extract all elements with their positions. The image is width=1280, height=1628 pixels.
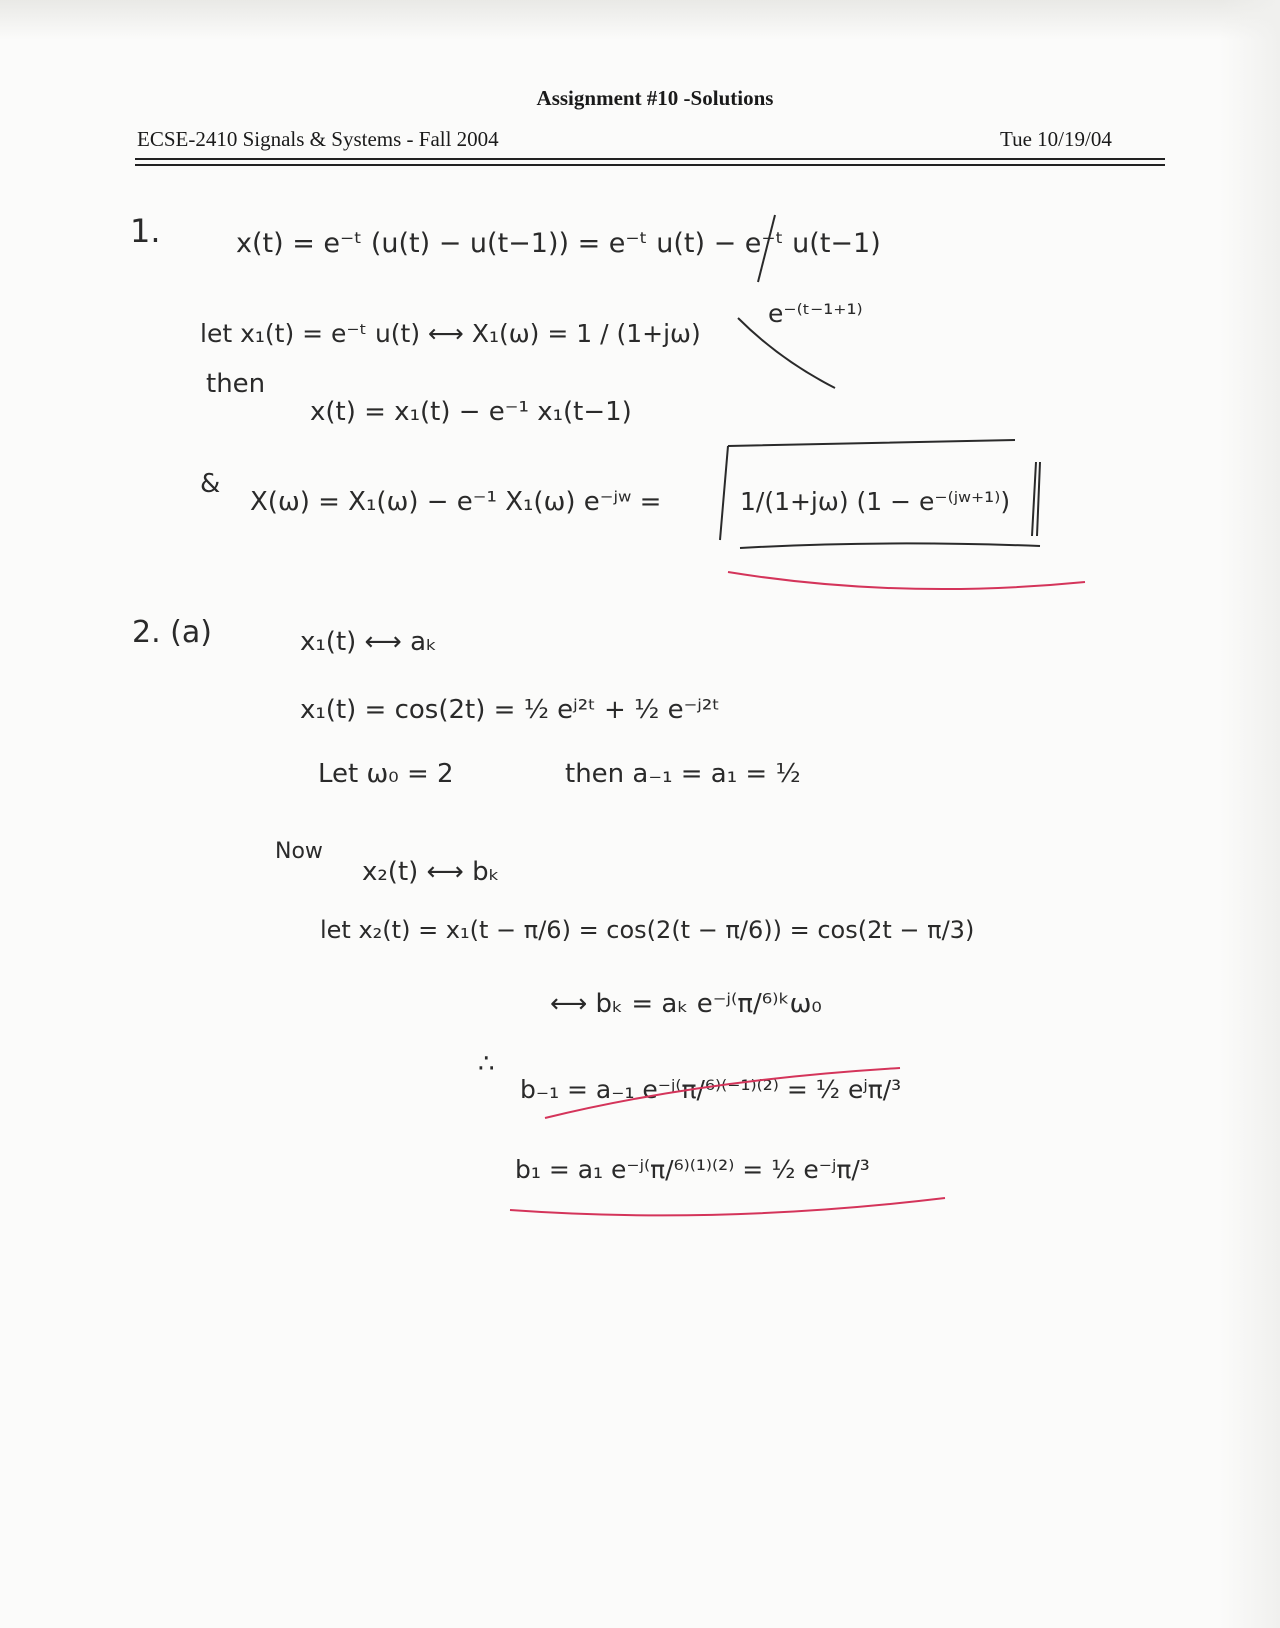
- answer-underline: [740, 543, 1040, 548]
- red-underline-3: [510, 1198, 945, 1215]
- problem1-transform-line: X(ω) = X₁(ω) − e⁻¹ X₁(ω) e⁻ʲʷ =: [250, 487, 662, 517]
- problem2-pair1: x₁(t) ⟷ aₖ: [300, 627, 438, 657]
- problem1-then-line: x(t) = x₁(t) − e⁻¹ x₁(t−1): [310, 397, 632, 427]
- course-name: ECSE-2410 Signals & Systems - Fall 2004: [137, 127, 499, 151]
- therefore-symbol: ∴: [478, 1049, 495, 1079]
- problem2-then-coeffs: then a₋₁ = a₁ = ½: [565, 759, 801, 789]
- problem2-b-plus1: b₁ = a₁ e⁻ʲ⁽π/⁶⁾⁽¹⁾⁽²⁾ = ½ e⁻ʲπ/³: [515, 1155, 870, 1184]
- problem2-b-minus1: b₋₁ = a₋₁ e⁻ʲ⁽π/⁶⁾⁽⁻¹⁾⁽²⁾ = ½ eʲπ/³: [520, 1075, 902, 1104]
- document-date: Tue 10/19/04: [1000, 127, 1112, 151]
- problem2-cos-equation: x₁(t) = cos(2t) = ½ eʲ²ᵗ + ½ e⁻ʲ²ᵗ: [300, 695, 720, 725]
- annotation-arrow: [738, 318, 835, 388]
- problem1-equation: x(t) = e⁻ᵗ (u(t) − u(t−1)) = e⁻ᵗ u(t) − e⁻ᵗ u(t−1): [236, 228, 881, 259]
- problem2-bk-relation: ⟷ bₖ = aₖ e⁻ʲ⁽π/⁶⁾ᵏω₀: [550, 989, 822, 1019]
- problem1-then-word: then: [206, 369, 266, 399]
- problem1-number: 1.: [130, 212, 161, 250]
- problem1-answer: 1/(1+jω) (1 − e⁻⁽ʲʷ⁺¹⁾): [740, 487, 1011, 516]
- problem2-pair2: x₂(t) ⟷ bₖ: [362, 857, 500, 887]
- problem1-let-line: let x₁(t) = e⁻ᵗ u(t) ⟷ X₁(ω) = 1 / (1+jω): [200, 319, 701, 348]
- problem2-label: 2. (a): [132, 615, 212, 650]
- problem2-let-w0: Let ω₀ = 2: [318, 759, 454, 789]
- red-underline-1: [728, 572, 1085, 589]
- exponent-annotation: e⁻⁽ᵗ⁻¹⁺¹⁾: [768, 299, 863, 328]
- problem2-let-x2: let x₂(t) = x₁(t − π/6) = cos(2(t − π/6)) = cos(2t − π/3): [320, 916, 975, 944]
- problem1-and-symbol: &: [200, 469, 221, 499]
- page-title: Assignment #10 -Solutions: [536, 86, 774, 110]
- problem2-now-word: Now: [275, 839, 323, 864]
